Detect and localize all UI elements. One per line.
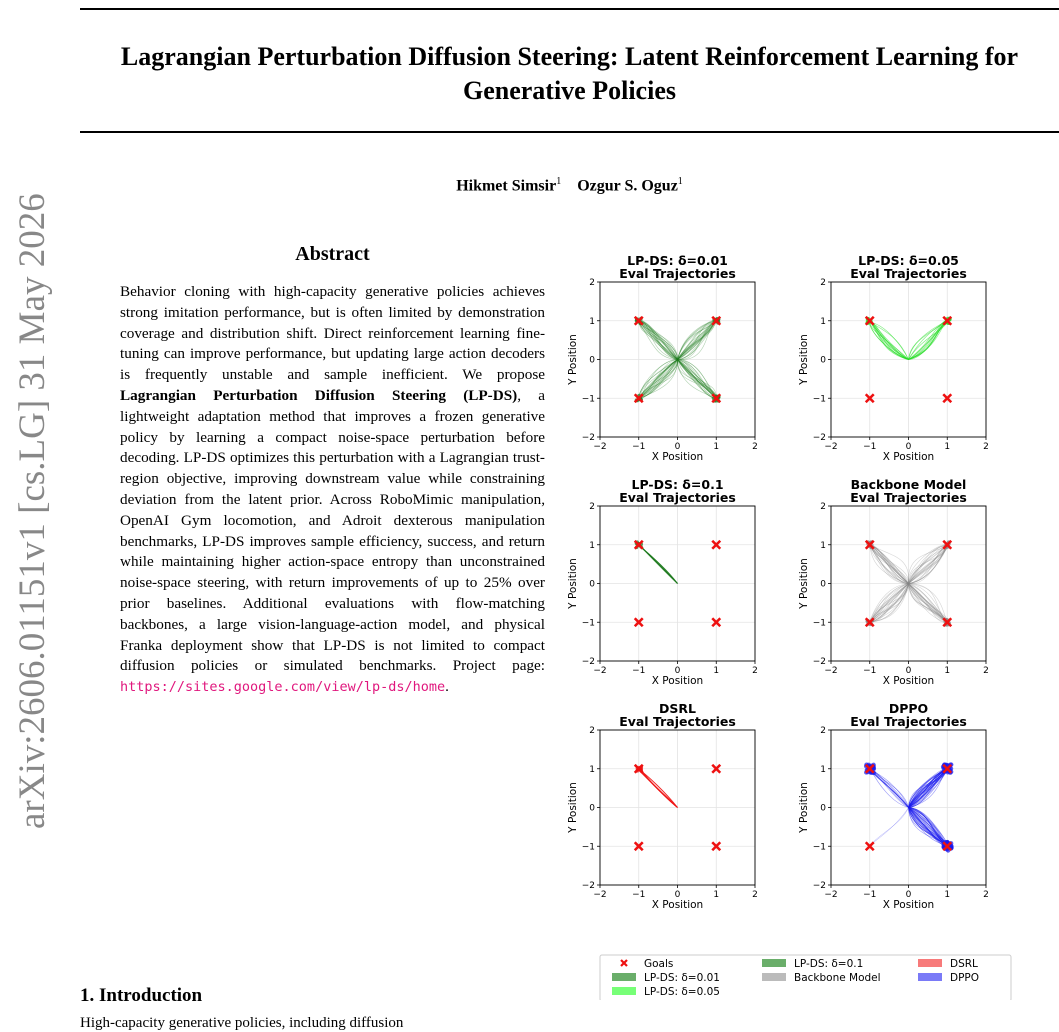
x-tick-label: 2 (983, 442, 989, 452)
x-tick-label: −1 (632, 666, 646, 676)
legend-label: LP-DS: δ=0.01 (644, 972, 720, 984)
y-tick-label: 0 (820, 579, 826, 590)
y-tick-label: 1 (820, 316, 826, 327)
x-tick-label: 2 (752, 442, 758, 452)
y-axis-label: Y Position (798, 558, 810, 609)
y-tick-label: −2 (581, 657, 595, 667)
x-tick-label: 1 (944, 890, 951, 900)
x-tick-label: −1 (863, 890, 877, 900)
x-tick-label: 0 (905, 442, 912, 452)
y-tick-label: 0 (589, 803, 595, 814)
author-name: Hikmet Simsir (456, 177, 557, 195)
trajectory-group (637, 768, 677, 808)
y-tick-label: 0 (589, 579, 595, 590)
trajectory-figure-svg (560, 240, 1059, 1000)
legend-swatch (612, 987, 636, 995)
y-tick-label: 1 (820, 540, 826, 551)
x-tick-label: 0 (674, 442, 681, 452)
x-tick-label: −2 (593, 666, 607, 676)
y-tick-label: −1 (581, 842, 595, 853)
x-tick-label: −1 (632, 442, 646, 452)
y-axis-label: Y Position (798, 334, 810, 385)
x-tick-label: 1 (713, 666, 720, 676)
project-page-link[interactable]: https://sites.google.com/view/lp-ds/home (120, 679, 446, 696)
y-tick-label: 2 (589, 726, 595, 736)
x-axis-label: X Position (651, 451, 704, 463)
x-tick-label: −1 (863, 442, 877, 452)
y-tick-label: 2 (589, 502, 595, 512)
y-tick-label: 1 (589, 764, 595, 775)
y-tick-label: −1 (581, 394, 595, 405)
arxiv-sidebar-id: arXiv:2606.01151v1 [cs.LG] 31 May 2026 (12, 193, 53, 829)
y-tick-label: 0 (589, 355, 595, 366)
y-tick-label: −2 (812, 433, 826, 443)
y-tick-label: 2 (820, 726, 826, 736)
x-tick-label: −1 (632, 890, 646, 900)
title-bottom-rule (80, 131, 1059, 133)
y-tick-label: 2 (820, 502, 826, 512)
trajectory-figure (560, 240, 1059, 1000)
abstract-text (120, 282, 545, 698)
y-tick-label: 0 (820, 355, 826, 366)
legend-swatch (918, 959, 942, 967)
legend-label: DPPO (950, 972, 980, 984)
x-tick-label: −1 (863, 666, 877, 676)
author-list (80, 176, 1059, 195)
y-axis-label: Y Position (567, 558, 579, 609)
author-name: Ozgur S. Oguz (577, 177, 678, 195)
x-tick-label: −2 (824, 666, 838, 676)
trajectory-line (909, 808, 948, 845)
y-tick-label: −1 (812, 394, 826, 405)
x-tick-label: 0 (674, 890, 681, 900)
x-tick-label: 0 (674, 666, 681, 676)
panel-title: LP-DS: δ=0.1 (631, 477, 724, 492)
trajectory-line (909, 321, 947, 360)
panel-title: Backbone Model (850, 477, 967, 492)
x-tick-label: 2 (752, 890, 758, 900)
abstract-heading: Abstract (295, 243, 370, 265)
trajectory-line (678, 322, 715, 360)
legend-label: LP-DS: δ=0.1 (794, 958, 864, 970)
panel-subtitle: Eval Trajectories (850, 490, 967, 505)
x-tick-label: 2 (983, 890, 989, 900)
x-tick-label: 2 (752, 666, 758, 676)
legend-label: DSRL (950, 958, 978, 970)
trajectory-line (638, 543, 678, 583)
legend-swatch (612, 973, 636, 981)
trajectory-line (869, 808, 908, 846)
x-tick-label: 1 (713, 890, 720, 900)
panel-title: LP-DS: δ=0.01 (627, 253, 728, 268)
abstract-part: , a lightweight adaptation method that improves a frozen generative policy by learning a compact noise-space perturbation before decoding. LP-DS optimizes this perturbation with a Lagrangian trust-region objective, improving downstream value while constraining deviation from the latent prior. Across RoboMimic manipulation, OpenAI Gym locomotion, and Adroit dexterous manipulation benchmarks, LP-DS improves sample efficiency, success, and return while maintaining higher action-space entropy than unconstrained noise-space steering, with return improvements of up to 25% over prior baselines. Additional evaluations with flow-matching backbones, a large vision-language-action model, and physical Franka deployment show that LP-DS is not limited to compact diffusion policies or simulated benchmarks. Project page: (120, 386, 545, 675)
x-axis-label: X Position (651, 899, 704, 911)
y-axis-label: Y Position (567, 782, 579, 833)
y-axis-label: Y Position (567, 334, 579, 385)
section-heading: 1. Introduction (80, 985, 203, 1006)
x-tick-label: −2 (593, 442, 607, 452)
panel-title: LP-DS: δ=0.05 (858, 253, 959, 268)
x-tick-label: 1 (713, 442, 720, 452)
x-tick-label: −2 (824, 890, 838, 900)
paper-title: Lagrangian Perturbation Diffusion Steering: Latent Reinforcement Learning for Generative Policies (120, 42, 1019, 105)
legend-label: Backbone Model (794, 972, 881, 984)
x-axis-label: X Position (882, 675, 935, 687)
x-tick-label: 0 (905, 666, 912, 676)
trajectory-group (638, 543, 678, 583)
top-rule (80, 8, 1059, 10)
x-tick-label: −2 (824, 442, 838, 452)
x-tick-label: 0 (905, 890, 912, 900)
panel-subtitle: Eval Trajectories (619, 490, 736, 505)
x-axis-label: X Position (882, 451, 935, 463)
panel-subtitle: Eval Trajectories (850, 714, 967, 729)
panel-subtitle: Eval Trajectories (850, 266, 967, 281)
legend-label: Goals (644, 958, 674, 970)
trajectory-line (640, 768, 677, 808)
legend-swatch (918, 973, 942, 981)
y-tick-label: 2 (820, 278, 826, 288)
y-tick-label: −2 (812, 657, 826, 667)
y-tick-label: −1 (812, 618, 826, 629)
y-tick-label: −2 (812, 881, 826, 891)
x-axis-label: X Position (882, 899, 935, 911)
panel-subtitle: Eval Trajectories (619, 266, 736, 281)
y-tick-label: 1 (589, 540, 595, 551)
y-axis-label: Y Position (798, 782, 810, 833)
y-tick-label: 2 (589, 278, 595, 288)
legend-swatch (762, 973, 786, 981)
abstract-part: Behavior cloning with high-capacity generative policies achieves strong imitation performance, but is often limited by demonstration coverage and distribution shift. Direct reinforcement learning fine-tuning can improve performance, but updating large action decoders is frequently unstable and sample inefficient. We propose (120, 283, 545, 384)
y-tick-label: −1 (812, 842, 826, 853)
legend-swatch (762, 959, 786, 967)
author-affiliation: 1 (677, 176, 683, 187)
y-tick-label: 0 (820, 803, 826, 814)
method-name: Lagrangian Perturbation Diffusion Steering (LP-DS) (120, 386, 518, 404)
y-tick-label: −1 (581, 618, 595, 629)
author-affiliation: 1 (556, 176, 562, 187)
panel-title: DPPO (888, 701, 929, 716)
y-tick-label: −2 (581, 433, 595, 443)
x-axis-label: X Position (651, 675, 704, 687)
x-tick-label: 1 (944, 442, 951, 452)
x-tick-label: −2 (593, 890, 607, 900)
intro-text: High-capacity generative policies, including diffusion (80, 1015, 404, 1031)
y-tick-label: −2 (581, 881, 595, 891)
x-tick-label: 2 (983, 666, 989, 676)
y-tick-label: 1 (820, 764, 826, 775)
abstract-part: . (445, 678, 449, 696)
y-tick-label: 1 (589, 316, 595, 327)
x-tick-label: 1 (944, 666, 951, 676)
legend-label: LP-DS: δ=0.05 (644, 986, 720, 998)
panel-subtitle: Eval Trajectories (619, 714, 736, 729)
panel-title: DSRL (659, 701, 696, 716)
